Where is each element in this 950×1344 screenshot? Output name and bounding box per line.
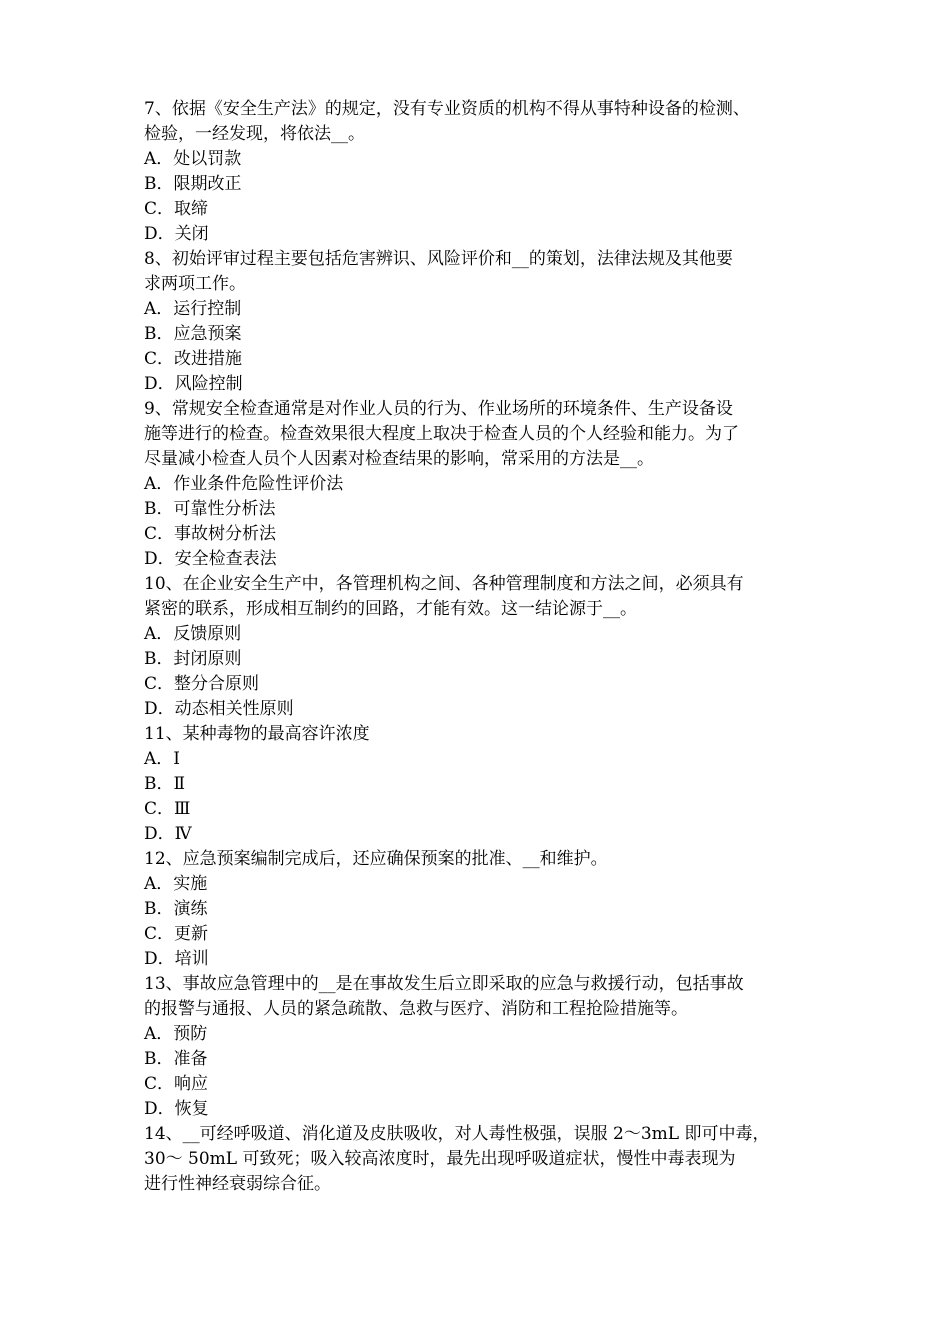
option-b: B．可靠性分析法 xyxy=(144,499,276,519)
option-c: C．改进措施 xyxy=(144,349,243,369)
option-d: D．风险控制 xyxy=(144,374,243,394)
question-text-line: 13、事故应急管理中的__是在事故发生后立即采取的应急与救援行动，包括事故 xyxy=(144,974,744,994)
question-text-line: 7、依据《安全生产法》的规定，没有专业资质的机构不得从事特种设备的检测、 xyxy=(144,99,750,119)
question-13 xyxy=(144,972,816,1122)
option-b: B．准备 xyxy=(144,1049,208,1069)
option-b: B．应急预案 xyxy=(144,324,242,344)
option-a: A．实施 xyxy=(144,874,208,894)
option-a: A．反馈原则 xyxy=(144,624,242,644)
question-10 xyxy=(144,572,816,722)
question-text-line: 进行性神经衰弱综合征。 xyxy=(144,1174,331,1194)
question-text-line: 检验，一经发现，将依法__。 xyxy=(144,124,365,144)
option-d: D．培训 xyxy=(144,949,209,969)
option-c: C．事故树分析法 xyxy=(144,524,277,544)
question-text-line: 求两项工作。 xyxy=(144,274,246,294)
question-8 xyxy=(144,247,816,397)
question-text-line: 的报警与通报、人员的紧急疏散、急救与医疗、消防和工程抢险措施等。 xyxy=(144,999,688,1019)
question-text-line: 12、应急预案编制完成后，还应确保预案的批准、__和维护。 xyxy=(144,849,608,869)
question-text-line: 14、__可经呼吸道、消化道及皮肤吸收，对人毒性极强，误服 2～3mL 即可中毒， xyxy=(144,1124,770,1144)
option-d: D．Ⅳ xyxy=(144,824,192,844)
option-a: A．处以罚款 xyxy=(144,149,242,169)
option-d: D．关闭 xyxy=(144,224,209,244)
option-a: A．Ⅰ xyxy=(144,749,180,769)
question-text-line: 10、在企业安全生产中，各管理机构之间、各种管理制度和方法之间，必须具有 xyxy=(144,574,744,594)
option-c: C．取缔 xyxy=(144,199,209,219)
question-text-line: 11、某种毒物的最高容许浓度 xyxy=(144,724,370,744)
option-d: D．动态相关性原则 xyxy=(144,699,294,719)
question-text-line: 9、常规安全检查通常是对作业人员的行为、作业场所的环境条件、生产设备设 xyxy=(144,399,733,419)
option-b: B．演练 xyxy=(144,899,208,919)
question-14 xyxy=(144,1122,816,1197)
option-a: A．预防 xyxy=(144,1024,208,1044)
question-7 xyxy=(144,97,816,247)
option-c: C．整分合原则 xyxy=(144,674,260,694)
option-c: C．响应 xyxy=(144,1074,209,1094)
question-text-line: 30～ 50mL 可致死；吸入较高浓度时，最先出现呼吸道症状，慢性中毒表现为 xyxy=(144,1149,736,1169)
question-text-line: 施等进行的检查。检查效果很大程度上取决于检查人员的个人经验和能力。为了 xyxy=(144,424,739,444)
option-b: B．限期改正 xyxy=(144,174,242,194)
option-b: B．Ⅱ xyxy=(144,774,186,794)
option-d: D．恢复 xyxy=(144,1099,209,1119)
question-text-line: 紧密的联系，形成相互制约的回路，才能有效。这一结论源于__。 xyxy=(144,599,637,619)
question-text-line: 8、初始评审过程主要包括危害辨识、风险评价和__的策划，法律法规及其他要 xyxy=(144,249,733,269)
option-a: A．作业条件危险性评价法 xyxy=(144,474,344,494)
option-c: C．更新 xyxy=(144,924,209,944)
question-12 xyxy=(144,847,816,972)
question-9 xyxy=(144,397,816,572)
question-11 xyxy=(144,722,816,847)
option-b: B．封闭原则 xyxy=(144,649,242,669)
option-c: C．Ⅲ xyxy=(144,799,191,819)
option-d: D．安全检查表法 xyxy=(144,549,277,569)
document-body xyxy=(144,97,816,1197)
question-text-line: 尽量减小检查人员个人因素对检查结果的影响，常采用的方法是__。 xyxy=(144,449,654,469)
option-a: A．运行控制 xyxy=(144,299,242,319)
